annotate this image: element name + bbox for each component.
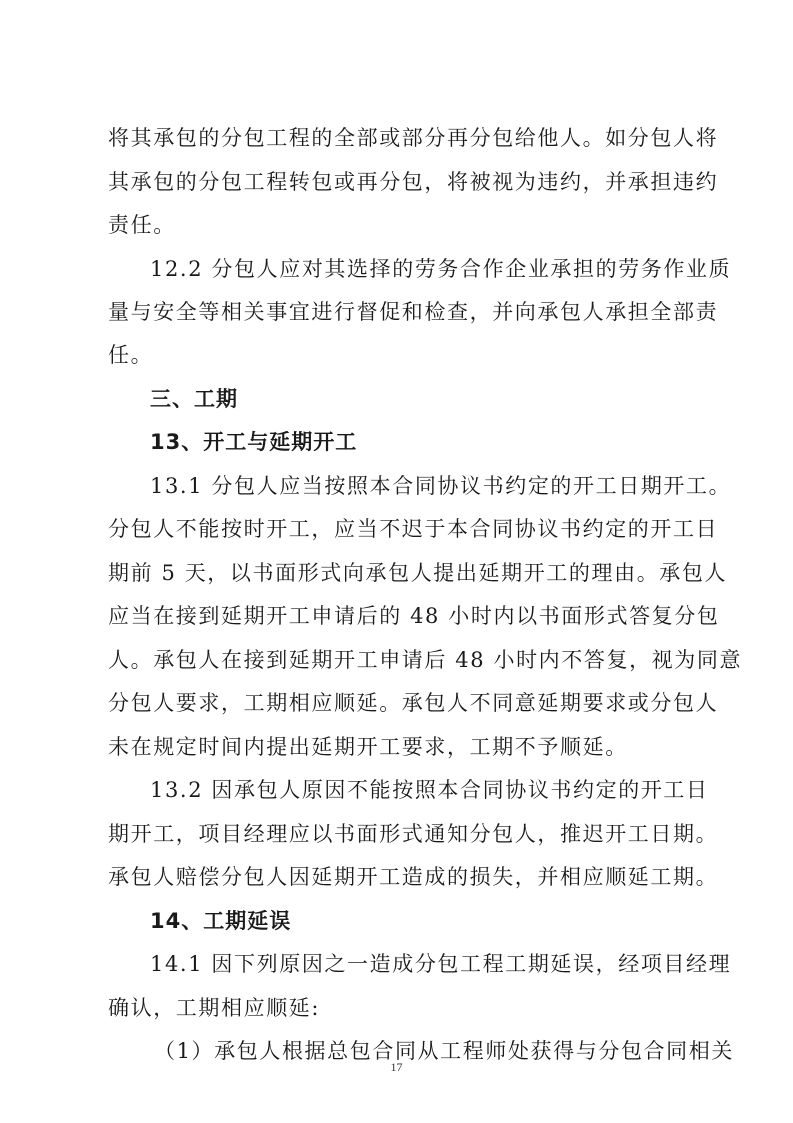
section-heading-schedule: 三、工期: [150, 387, 238, 411]
paragraph-line: 期开工，项目经理应以书面形式通知分包人，推迟开工日期。: [108, 822, 719, 846]
paragraph-line: 人。承包人在接到延期开工申请后 48 小时内不答复，视为同意: [108, 648, 743, 672]
clause-14-1-line: 14.1 因下列原因之一造成分包工程工期延误，经项目经理: [150, 952, 732, 976]
paragraph-line: 将其承包的分包工程的全部或部分再分包给他人。如分包人将: [108, 126, 719, 150]
paragraph-line: 未在规定时间内提出延期开工要求，工期不予顺延。: [108, 735, 628, 759]
clause-13-2-line: 13.2 因承包人原因不能按照本合同协议书约定的开工日: [150, 778, 709, 802]
paragraph-line: 责任。: [108, 213, 176, 237]
page-number: 17: [390, 1060, 403, 1074]
heading-13-commencement: 13、开工与延期开工: [150, 430, 358, 454]
heading-14-delay: 14、工期延误: [150, 909, 292, 933]
clause-13-1-line: 13.1 分包人应当按照本合同协议书约定的开工日期开工。: [150, 474, 732, 498]
paragraph-line: 分包人要求，工期相应顺延。承包人不同意延期要求或分包人: [108, 691, 719, 715]
clause-12-2-line: 12.2 分包人应对其选择的劳务合作企业承担的劳务作业质: [150, 257, 732, 281]
paragraph-line: 确认，工期相应顺延:: [108, 996, 321, 1020]
list-item-1-line: （1）承包人根据总包合同从工程师处获得与分包合同相关: [154, 1039, 734, 1063]
paragraph-line: 承包人赔偿分包人因延期开工造成的损失，并相应顺延工期。: [108, 865, 719, 889]
paragraph-line: 量与安全等相关事宜进行督促和检查，并向承包人承担全部责: [108, 300, 719, 324]
paragraph-line: 应当在接到延期开工申请后的 48 小时内以书面形式答复分包: [108, 604, 720, 628]
paragraph-line: 期前 5 天，以书面形式向承包人提出延期开工的理由。承包人: [108, 561, 728, 585]
paragraph-line: 分包人不能按时开工，应当不迟于本合同协议书约定的开工日: [108, 517, 719, 541]
paragraph-line: 其承包的分包工程转包或再分包，将被视为违约，并承担违约: [108, 170, 719, 194]
paragraph-line: 任。: [108, 343, 154, 367]
